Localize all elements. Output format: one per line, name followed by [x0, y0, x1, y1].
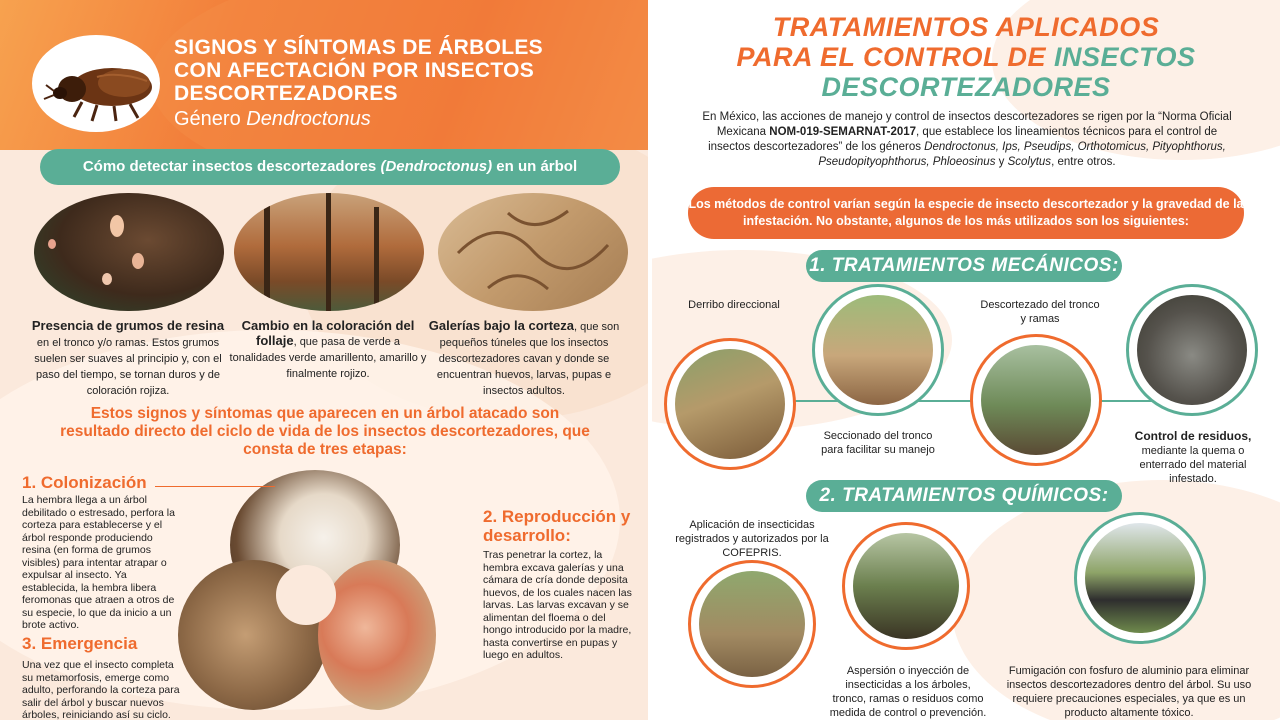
- title-part-green: INSECTOS: [1054, 42, 1196, 72]
- stage-emergence-title: 3. Emergencia: [22, 634, 138, 653]
- aspersion-caption: Aspersión o inyección de insecticidas a los árboles, tronco, ramas o residuos como medida de control o prevención.: [829, 665, 987, 719]
- left-header-banner: [0, 0, 648, 150]
- derribo-photo: [675, 349, 785, 459]
- seccionado-caption: Seccionado del tronco para facilitar su manejo: [821, 430, 935, 456]
- detect-prefix: Cómo detectar insectos descortezadores: [82, 158, 381, 175]
- stage-colonization-title: 1. Colonización: [22, 473, 147, 492]
- control-bold: Control de residuos,: [1134, 429, 1252, 443]
- stage-connector: [155, 486, 275, 487]
- descortezado-photo: [981, 345, 1091, 455]
- fumigacion-caption: Fumigación con fosfuro de aluminio para eliminar insectos descortezadores dentro del árbol. Su uso requiere precauciones especiales, ya que es un producto altamente tóxico.: [1006, 665, 1252, 719]
- aspersion-photo-ring: [842, 522, 970, 650]
- seccionado-photo: [823, 295, 933, 405]
- cycle-center: [276, 565, 336, 625]
- life-cycle-diagram: [178, 470, 433, 715]
- intro-part: y: [995, 156, 1008, 168]
- sign-desc: en el tronco y/o ramas. Estos grumos suelen ser suaves al principio y, con el paso del tiempo, se tornan duros y de coloración rojiza.: [34, 337, 222, 397]
- bark-galleries-photo: [438, 193, 628, 311]
- sign-title: Galerías bajo la corteza: [428, 318, 574, 333]
- aplicacion-photo: [699, 571, 805, 677]
- detect-suffix: en un árbol: [492, 158, 578, 175]
- bark-beetle-image: [42, 55, 162, 125]
- sign-desc: , que son pequeños túneles que los insectos descortezadores cavan y donde se encuentran huevos, larvas, pupas e insectos adultos.: [436, 321, 620, 397]
- chemical-heading-pill: 2. TRATAMIENTOS QUÍMICOS:: [806, 480, 1122, 512]
- norm-code: NOM-019-SEMARNAT-2017: [769, 126, 917, 138]
- methods-pill: Los métodos de control varían según la especie de insecto descortezador y la gravedad de la infestación. No obstante, algunos de los más utilizados son los siguientes:: [688, 187, 1244, 239]
- descortezado-caption: Descortezado del tronco y ramas: [980, 299, 1100, 325]
- title-line: SIGNOS Y SÍNTOMAS DE ÁRBOLES: [174, 36, 543, 59]
- descortezado-photo-ring: [970, 334, 1102, 466]
- detect-heading-pill: [40, 149, 620, 185]
- resin-trunk-photo: [34, 193, 224, 311]
- life-cycle-intro: Estos signos y síntomas que aparecen en un árbol atacado son resultado directo del ciclo de vida de los insectos descortezadores, que consta de tres etapas:: [60, 405, 590, 458]
- subtitle-genus: Dendroctonus: [246, 108, 371, 130]
- right-main-title: [672, 12, 1260, 102]
- derribo-photo-ring: [664, 338, 796, 470]
- title-line: CON AFECTACIÓN POR INSECTOS: [174, 59, 535, 82]
- aspersion-photo: [853, 533, 959, 639]
- subtitle-prefix: Género: [174, 108, 247, 130]
- stage-reproduction-text: Tras penetrar la cortez, la hembra excava galerías y una cámara de cría donde deposita huevos, de los cuales nacen las larvas. Las larvas excavan y se alimentan del floema o del hongo introducido por la madre, hasta convertirse en pupas y luego en adultos.: [483, 549, 632, 661]
- control-residuos-caption: [1118, 429, 1268, 486]
- title-line: DESCORTEZADORES: [821, 72, 1111, 102]
- intro-part: , entre otros.: [1051, 156, 1116, 168]
- genus-subtitle: [174, 108, 371, 131]
- fumigacion-photo: [1085, 523, 1195, 633]
- intro-part: En México, las acciones de manejo y control de insectos descortezadores se rigen por la “Norma Oficial Mexicana: [702, 111, 1232, 138]
- aplicacion-caption: Aplicación de insecticidas registrados y autorizados por la COFEPRIS.: [675, 519, 829, 559]
- detect-genus: (Dendroctonus): [380, 158, 493, 175]
- control-rest: mediante la quema o enterrado del material infestado.: [1139, 445, 1247, 485]
- control-residuos-photo-ring: [1126, 284, 1258, 416]
- stage-emergence-text: Una vez que el insecto completa su metamorfosis, emerge como adulto, perforando la corteza para salir del árbol y buscar nuevos árboles, reiniciando así su ciclo.: [22, 659, 180, 720]
- foliage-color-photo: [234, 193, 424, 311]
- stage-colonization-text: La hembra llega a un árbol debilitado o estresado, perfora la corteza para establecerse y el árbol responde produciendo resina (en forma de grumos visibles) para intentar atrapar o expulsar al insecto. Ya establecida, la hembra libera feromonas que atraen a otros de su especie, lo que da inicio a un brote activo.: [22, 494, 175, 631]
- seccionado-photo-ring: [812, 284, 944, 416]
- mechanical-heading-pill: 1. TRATAMIENTOS MECÁNICOS:: [806, 250, 1122, 282]
- right-infographic-panel: [652, 0, 1280, 720]
- title-line: DESCORTEZADORES: [174, 82, 398, 105]
- fumigacion-photo-ring: [1074, 512, 1206, 644]
- sign-foliage: [228, 318, 428, 381]
- sign-resin: [28, 318, 228, 398]
- sign-title: Presencia de grumos de resina: [31, 318, 225, 333]
- intro-part: , que establece los lineamientos técnicos para el control de insectos descortezadores” de los géneros: [708, 126, 1218, 153]
- control-residuos-photo: [1137, 295, 1247, 405]
- derribo-caption: Derribo direccional: [688, 299, 780, 311]
- title-line: [672, 42, 1260, 72]
- left-main-title: [174, 36, 634, 105]
- sign-title: Cambio en la coloración del follaje: [241, 318, 415, 348]
- title-part-orange: PARA EL CONTROL DE: [736, 42, 1054, 72]
- aplicacion-photo-ring: [688, 560, 816, 688]
- sign-galleries: [424, 318, 624, 398]
- gallery-tunnels-icon: [438, 193, 628, 311]
- stage-reproduction-title: 2. Reproducción y desarrollo:: [483, 507, 631, 545]
- genera-list: Dendroctonus, Ips, Pseudips, Orthotomicus, Pityophthorus, Pseudopityophthorus, Phloeosinus: [818, 141, 1226, 168]
- reproduction-photo: [318, 560, 436, 710]
- norm-intro-text: [702, 110, 1232, 170]
- sign-desc: , que pasa de verde a tonalidades verde amarillento, amarillo y finalmente rojizo.: [229, 336, 427, 380]
- genus-name: Scolytus: [1007, 156, 1052, 168]
- title-line: TRATAMIENTOS APLICADOS: [772, 12, 1160, 42]
